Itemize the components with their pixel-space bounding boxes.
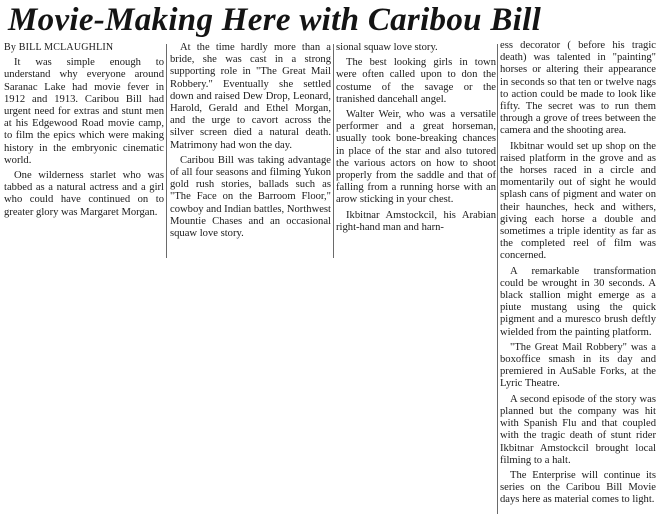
paragraph: The Enterprise will continue its series on the Caribou Bill Movie days here as material comes to light. [500, 469, 656, 506]
column-rule [497, 44, 498, 514]
paragraph: Ikbitnar Amstockcil, his Arabian right-hand man and harn- [336, 209, 496, 233]
paragraph: Caribou Bill was taking advantage of all four seasons and filming Yukon gold rush stories, ballads such as "The Face on the Barroom Floor," cowboy and Indian battles, Northwest Mountie Chases and an occasional squaw love story. [170, 154, 331, 240]
paragraph: At the time hardly more than a bride, she was cast in a strong supporting role in "The Great Mail Robbery." Eventually she settled down and raised Dew Drop, Leonard, Harold, Gerald and Ethel Morgan, and the urge to cavort across the silver screen died a natural death. Matrimony had won the day. [170, 42, 331, 151]
byline-prefix: By [4, 42, 17, 53]
paragraph: A second episode of the story was planned but the company was hit with Spanish Flu and that coupled with the tragic death of stunt rider Ikbitnar Amstockcil brought local filming to a halt. [500, 393, 656, 466]
paragraph: sional squaw love story. [336, 42, 438, 53]
paragraph: Ikbitnar would set up shop on the raised platform in the grove and as the horses raced in a circle and momentarily out of sight he would splash cans of pigment and water on their haunches, heck and withers, giving each horse a double and sometimes a triple identity as far as the completed reel of film was concerned. [500, 140, 656, 262]
byline [4, 42, 164, 54]
paragraph: The best looking girls in town were often called upon to don the costume of the savage or the tranished dancehall angel. [336, 57, 496, 105]
paragraph: One wilderness starlet who was tabbed as a natural actress and a girl who could have continued on to greater glory was Margaret Morgan. [4, 170, 164, 218]
paragraph: ess decorator ( before his tragic death) was talented in "painting" horses or altering their appearance in seconds so that ten or twelve nags to action could be made to look like fifty. The secret was to run them through a grove of trees between the camera and the shooting area. [500, 40, 656, 137]
paragraph: Walter Weir, who was a versatile performer and a great horseman, usually took bone-breaking chances in place of the star and also tutored the various actors on how to shoot properly from the saddle and that of falling from a running horse with an arow sticking in your chest. [336, 109, 496, 206]
paragraph: "The Great Mail Robbery" was a boxoffice smash in its day and premiered in AuSable Forks, at the Lyric Theatre. [500, 341, 656, 390]
paragraph: A remarkable transformation could be wrought in 30 seconds. A black stallion might emerge as a piute mustang using the quick pigment and a muresco brush deftly wielded from the painting platform. [500, 265, 656, 338]
paragraph: It was simple enough to understand why everyone around Saranac Lake had movie fever in 1912 and 1913. Caribou Bill had urgent need for extras and stunt men at his Edgewood Road movie camp, to film the epics which were making history in the embryonic cinematic world. [4, 57, 164, 166]
article-column-3 [336, 42, 496, 282]
article-column-2 [170, 42, 331, 282]
byline-author: BILL MCLAUGHLIN [18, 42, 114, 53]
article-column-4 [500, 40, 656, 515]
article-column-1 [4, 42, 164, 312]
column-rule [333, 44, 334, 258]
column-rule [166, 44, 167, 258]
article-headline: Movie-Making Here with Caribou Bill [8, 2, 542, 38]
